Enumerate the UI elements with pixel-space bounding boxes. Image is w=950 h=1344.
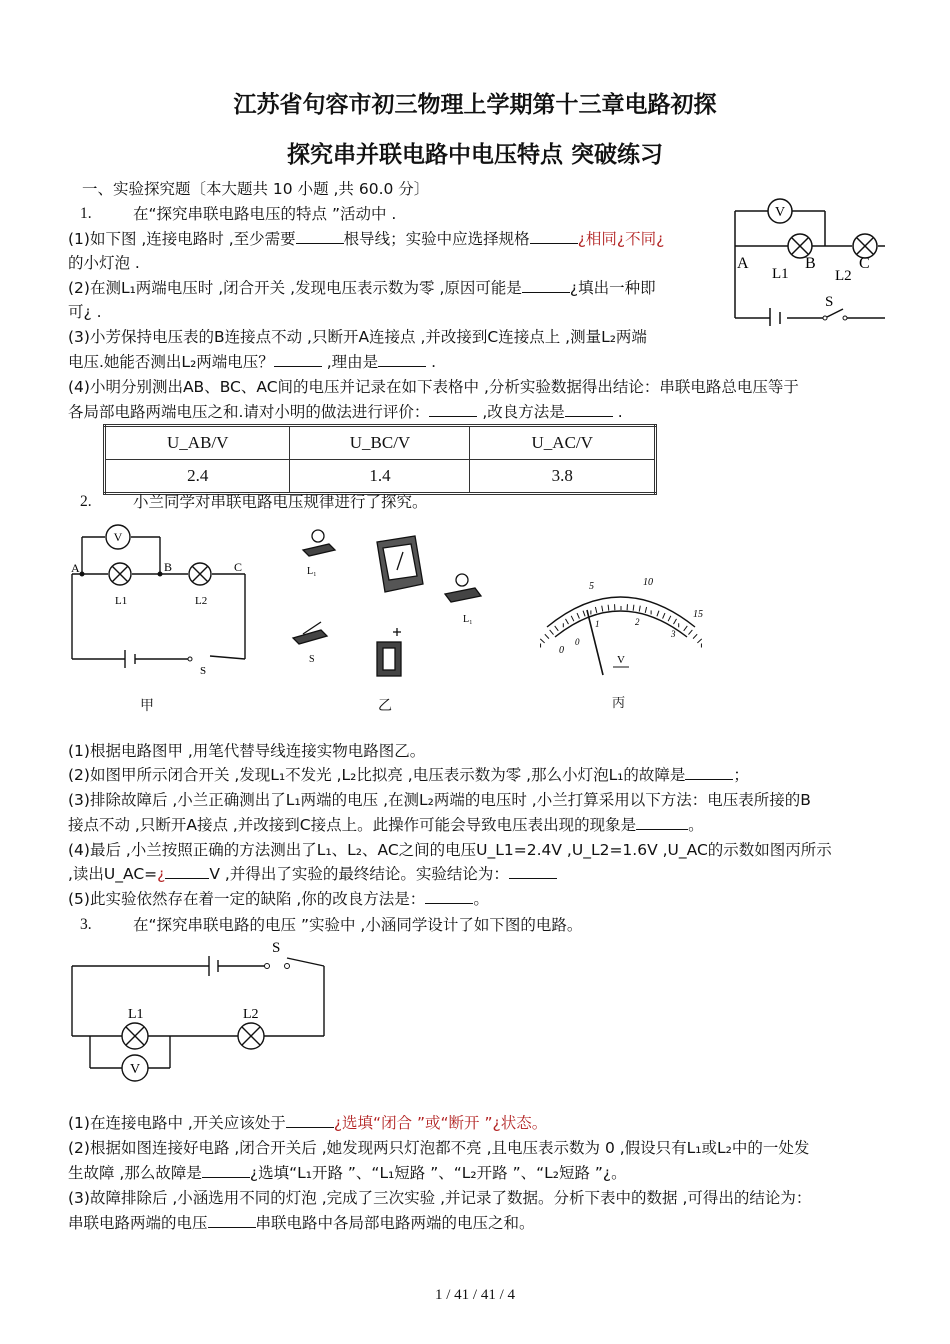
meter-tick (645, 607, 646, 613)
meter-tick (668, 616, 671, 621)
eq-l1: L₁ (307, 566, 317, 577)
q2-intro: 小兰同学对串联电路电压规律进行了探究。 (133, 493, 428, 511)
meter-label-3: 3 (671, 629, 676, 639)
q3-intro: 在“探究串联电路的电压 ”实验中 ,小涵同学设计了如下图的电路。 (133, 916, 583, 934)
q2-diag-a: A (71, 561, 80, 575)
q2-diag-b: B (164, 560, 173, 574)
section-header: 一、实验探究题〔本大题共 10 小题 ,共 60.0 分〕 (82, 180, 430, 198)
q2-meter-bing (525, 565, 715, 695)
meter-label-1: 1 (595, 619, 600, 629)
q3-part3-cont: 串联电路两端的电压 串联电路中各局部电路两端的电压之和。 (68, 1214, 535, 1232)
q1-number: 1. (80, 205, 92, 222)
meter-label-15: 15 (693, 609, 703, 620)
q2-number: 2. (80, 493, 92, 510)
switch-icon (293, 622, 327, 644)
q2-diag-l1: L1 (115, 595, 128, 607)
q2-equipment-yi (285, 522, 515, 690)
meter-label-0b: 0 (575, 637, 580, 647)
eq-l1b: L₁ (463, 614, 473, 625)
meter-unit: V (617, 654, 625, 666)
q2-part4: (4)最后 ,小兰按照正确的方法测出了L₁、L₂、AC之间的电压U_L1=2.4V ,U_L2=1.6V ,U_AC的示数如图丙所示 (68, 841, 832, 859)
meter-label-10: 10 (643, 577, 653, 588)
q2-part3-cont: 接点不动 ,只断开A接点 ,并改接到C接点上。此操作可能会导致电压表出现的现象是 。 (68, 816, 704, 834)
q1-diag-a: A (737, 255, 749, 272)
table-cell-ubc: 1.4 (290, 460, 470, 494)
q1-part4-cont: 各局部电路两端电压之和.请对小明的做法进行评价： ,改良方法是 . (68, 403, 623, 421)
meter-tick (639, 606, 640, 612)
table-header-uac: U_AC/V (470, 426, 656, 460)
meter-tick (674, 619, 677, 624)
meter-tick (657, 611, 659, 617)
q3-part1: (1)在连接电路中 ,开关应该处于 ¿选填“闭合 ”或“断开 ”¿状态。 (68, 1114, 548, 1132)
table-header-ubc: U_BC/V (290, 426, 470, 460)
meter-tick (555, 626, 559, 631)
meter-tick (608, 605, 609, 611)
q3-diag-s: S (272, 940, 281, 956)
q2-part3: (3)排除故障后 ,小兰正确测出了L₁两端的电压 ,在测L₂两端的电压时 ,小兰打算采用以下方法：电压表所接的B (68, 791, 811, 809)
q1-diag-s: S (825, 294, 834, 310)
q3-part3: (3)故障排除后 ,小涵选用不同的灯泡 ,完成了三次实验 ,并记录了数据。分析下表中的数据 ,可得出的结论为： (68, 1189, 812, 1207)
q3-part2: (2)根据如图连接好电路 ,闭合开关后 ,她发现两只灯泡都不亮 ,且电压表示数为 0 ,假设只有L₁或L₂中的一处发 (68, 1139, 810, 1157)
meter-tick (684, 626, 688, 631)
meter-tick (697, 639, 701, 643)
q2-part4-cont: ,读出U_AC=¿ V ,并得出了实验的最终结论。实验结论为： (68, 863, 557, 885)
q2-diag-c: C (234, 560, 243, 574)
q1-circuit-diagram (725, 196, 885, 326)
q1-part4: (4)小明分别测出AB、BC、AC间的电压并记录在如下表格中 ,分析实验数据得出结论：串联电路总电压等于 (68, 378, 799, 396)
table-cell-uab: 2.4 (105, 460, 290, 494)
q1-diag-l1: L1 (772, 266, 789, 282)
q1-part3-cont: 电压.她能否测出L₂两端电压？ ,理由是 . (68, 353, 436, 371)
fig-label-jia: 甲 (140, 698, 154, 714)
meter-tick (663, 613, 665, 619)
q3-diag-l2: L2 (243, 1007, 259, 1022)
q2-diag-l2: L2 (195, 595, 208, 607)
meter-tick (633, 605, 634, 611)
page-footer: 1 / 41 / 41 / 4 (434, 1287, 515, 1303)
page-subtitle: 探究串并联电路中电压特点 突破练习 (286, 142, 663, 168)
table-cell-uac: 3.8 (470, 460, 656, 494)
meter-label-0: 0 (559, 645, 564, 656)
q3-diag-l1: L1 (128, 1007, 144, 1022)
table-header-uab: U_AB/V (105, 426, 290, 460)
q2-circuit-jia (60, 514, 275, 684)
q3-diag-v: V (129, 1062, 141, 1077)
q2-diag-v: V (113, 530, 123, 544)
meter-tick (602, 606, 603, 612)
meter-tick (545, 634, 549, 638)
q1-part3: (3)小芳保持电压表的B连接点不动 ,只断开A连接点 ,并改接到C连接点上 ,测量L₂两端 (68, 328, 647, 346)
q2-part1: (1)根据电路图甲 ,用笔代替导线连接实物电路图乙。 (68, 742, 426, 760)
q1-diag-v: V (774, 205, 786, 220)
q1-intro: 在“探究串联电路电压的特点 ”活动中 . (133, 205, 397, 223)
q1-part1: (1)如下图 ,连接电路时 ,至少需要 根导线；实验中应选择规格 ¿相同¿不同¿ (68, 230, 665, 248)
fig-label-yi: 乙 (378, 698, 392, 714)
meter-tick (566, 619, 569, 624)
meter-tick (688, 630, 692, 635)
battery-icon (377, 628, 401, 676)
q1-data-table (103, 424, 657, 495)
meter-tick (550, 630, 554, 635)
eq-s: S (309, 654, 315, 665)
q3-number: 3. (80, 916, 92, 933)
meter-label-2: 2 (635, 617, 640, 627)
voltmeter-icon (377, 536, 423, 592)
page-title: 江苏省句容市初三物理上学期第十三章电路初探 (233, 92, 717, 118)
q1-diag-l2: L2 (835, 268, 852, 284)
meter-tick (577, 613, 579, 619)
q1-part2-cont: 可¿ . (68, 303, 102, 321)
meter-tick (583, 611, 585, 617)
meter-tick (595, 607, 596, 613)
meter-label-5: 5 (589, 581, 594, 592)
bulb-holder-icon (445, 574, 481, 602)
bulb-holder-icon (303, 530, 335, 556)
q1-part1-cont: 的小灯泡 . (68, 254, 140, 272)
q2-diag-s: S (200, 665, 207, 677)
q2-part2: (2)如图甲所示闭合开关 ,发现L₁不发光 ,L₂比拟亮 ,电压表示数为零 ,那么小灯泡L₁的故障是 ； (68, 766, 749, 784)
meter-tick (540, 639, 544, 643)
q1-part2: (2)在测L₁两端电压时 ,闭合开关 ,发现电压表示数为零 ,原因可能是 ¿填出一种即 (68, 279, 656, 297)
q3-part2-cont: 生故障 ,那么故障是 ¿选填“L₁开路 ”、“L₁短路 ”、“L₂开路 ”、“L₂短路 ”¿。 (68, 1164, 627, 1182)
meter-tick (571, 616, 574, 621)
fig-label-bing: 丙 (612, 696, 626, 711)
q1-diag-b: B (805, 255, 816, 272)
q1-diag-c: C (859, 255, 870, 272)
meter-tick (693, 634, 697, 638)
q2-part5: (5)此实验依然存在着一定的缺陷 ,你的改良方法是： 。 (68, 890, 489, 908)
q3-circuit-diagram (62, 936, 337, 1086)
